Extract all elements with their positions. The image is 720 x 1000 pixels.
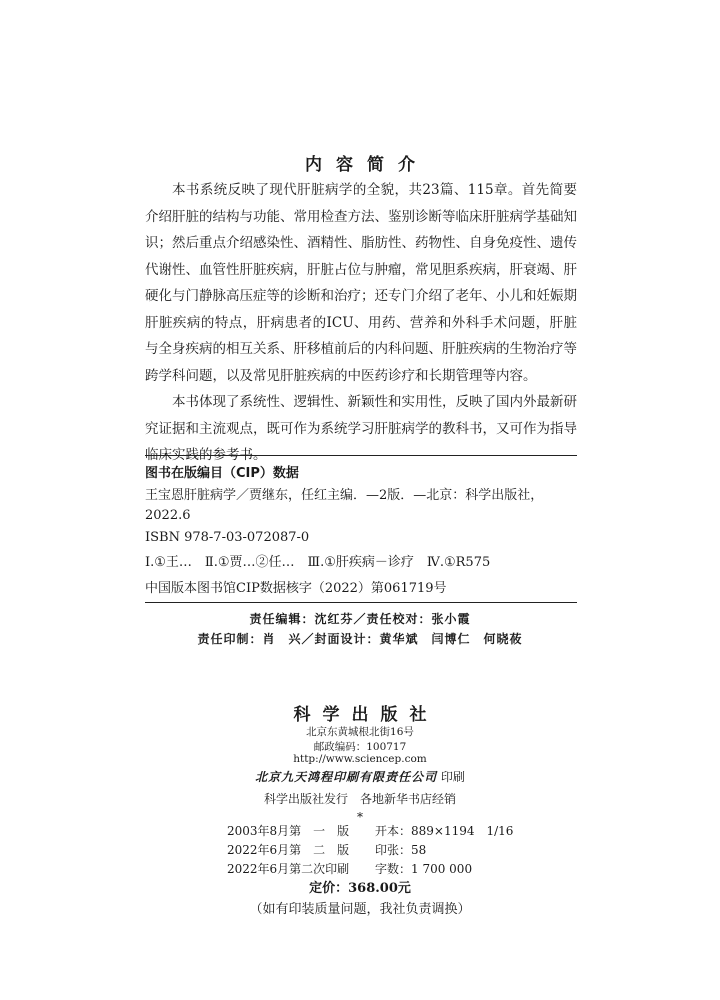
separator-star: * bbox=[357, 810, 363, 824]
edition-row bbox=[227, 822, 513, 841]
cip-heading: 图书在版编目（CIP）数据 bbox=[145, 466, 299, 481]
edition-left: 2022年6月第 二 版 bbox=[227, 843, 350, 857]
edition-right: 开本：889×1194 1/16 bbox=[375, 824, 514, 838]
edition-right: 印张：58 bbox=[375, 843, 427, 857]
price: 定价：368.00元 bbox=[309, 881, 411, 896]
cip-record: 王宝恩肝脏病学／贾继东，任红主编．—2版．—北京：科学出版社，2022.6 bbox=[145, 488, 544, 523]
publisher-address: 北京东黄城根北街16号 bbox=[306, 726, 414, 738]
cip-classification: Ⅰ.①王… Ⅱ.①贾…②任… Ⅲ.①肝疾病－诊疗 Ⅳ.①R575 bbox=[145, 555, 491, 570]
divider-bottom bbox=[145, 602, 577, 603]
printer-suffix: 印刷 bbox=[440, 770, 465, 784]
cip-isbn: ISBN 978-7-03-072087-0 bbox=[145, 530, 310, 545]
edition-left: 2003年8月第 一 版 bbox=[227, 824, 350, 838]
publisher-name: 科学出版社 bbox=[293, 705, 439, 725]
publisher-website: http://www.sciencep.com bbox=[293, 753, 427, 765]
intro-title: 内容简介 bbox=[305, 155, 429, 175]
divider-top bbox=[145, 455, 577, 456]
printer-name: 北京九天鸿程印刷有限责任公司 bbox=[255, 770, 438, 784]
publisher-postcode: 邮政编码：100717 bbox=[313, 741, 407, 753]
cip-data-number: 中国版本图书馆CIP数据核字（2022）第061719号 bbox=[145, 581, 447, 596]
intro-paragraph-1: 本书系统反映了现代肝脏病学的全貌，共23篇、115章。首先简要介绍肝脏的结构与功能、常用检查方法、鉴别诊断等临床肝脏病学基础知识；然后重点介绍感染性、酒精性、脂肪性、药物性、自身免疫性、遗传代谢性、血管性肝脏疾病，肝脏占位与肿瘤，常见胆系疾病，肝衰竭、肝硬化与门静脉高压症等的诊断和治疗；还专门介绍了老年、小儿和妊娠期肝脏疾病的特点，肝病患者的ICU、用药、营养和外科手术问题，肝脏与全身疾病的相互关系、肝移植前后的内科问题、肝脏疾病的生物治疗等跨学科问题，以及常见肝脏疾病的中医药诊疗和长期管理等内容。 bbox=[145, 182, 577, 384]
edition-row bbox=[227, 841, 513, 860]
staff-editors: 责任编辑：沈红芬／责任校对：张小霞 bbox=[249, 612, 471, 626]
distribution-line: 科学出版社发行 各地新华书店经销 bbox=[263, 792, 456, 806]
edition-table bbox=[227, 822, 513, 879]
staff-production: 责任印制：肖 兴／封面设计：黄华斌 闫博仁 何晓莜 bbox=[197, 632, 523, 646]
intro-paragraph-2: 本书体现了系统性、逻辑性、新颖性和实用性，反映了国内外最新研究证据和主流观点，既可作为系统学习肝脏病学的教科书，又可作为指导临床实践的参考书。 bbox=[145, 394, 577, 463]
intro-body bbox=[145, 177, 577, 469]
printer-line bbox=[0, 768, 720, 785]
quality-note: （如有印装质量问题，我社负责调换） bbox=[249, 902, 471, 917]
edition-right: 字数：1 700 000 bbox=[375, 862, 473, 876]
edition-left: 2022年6月第二次印刷 bbox=[227, 862, 350, 876]
